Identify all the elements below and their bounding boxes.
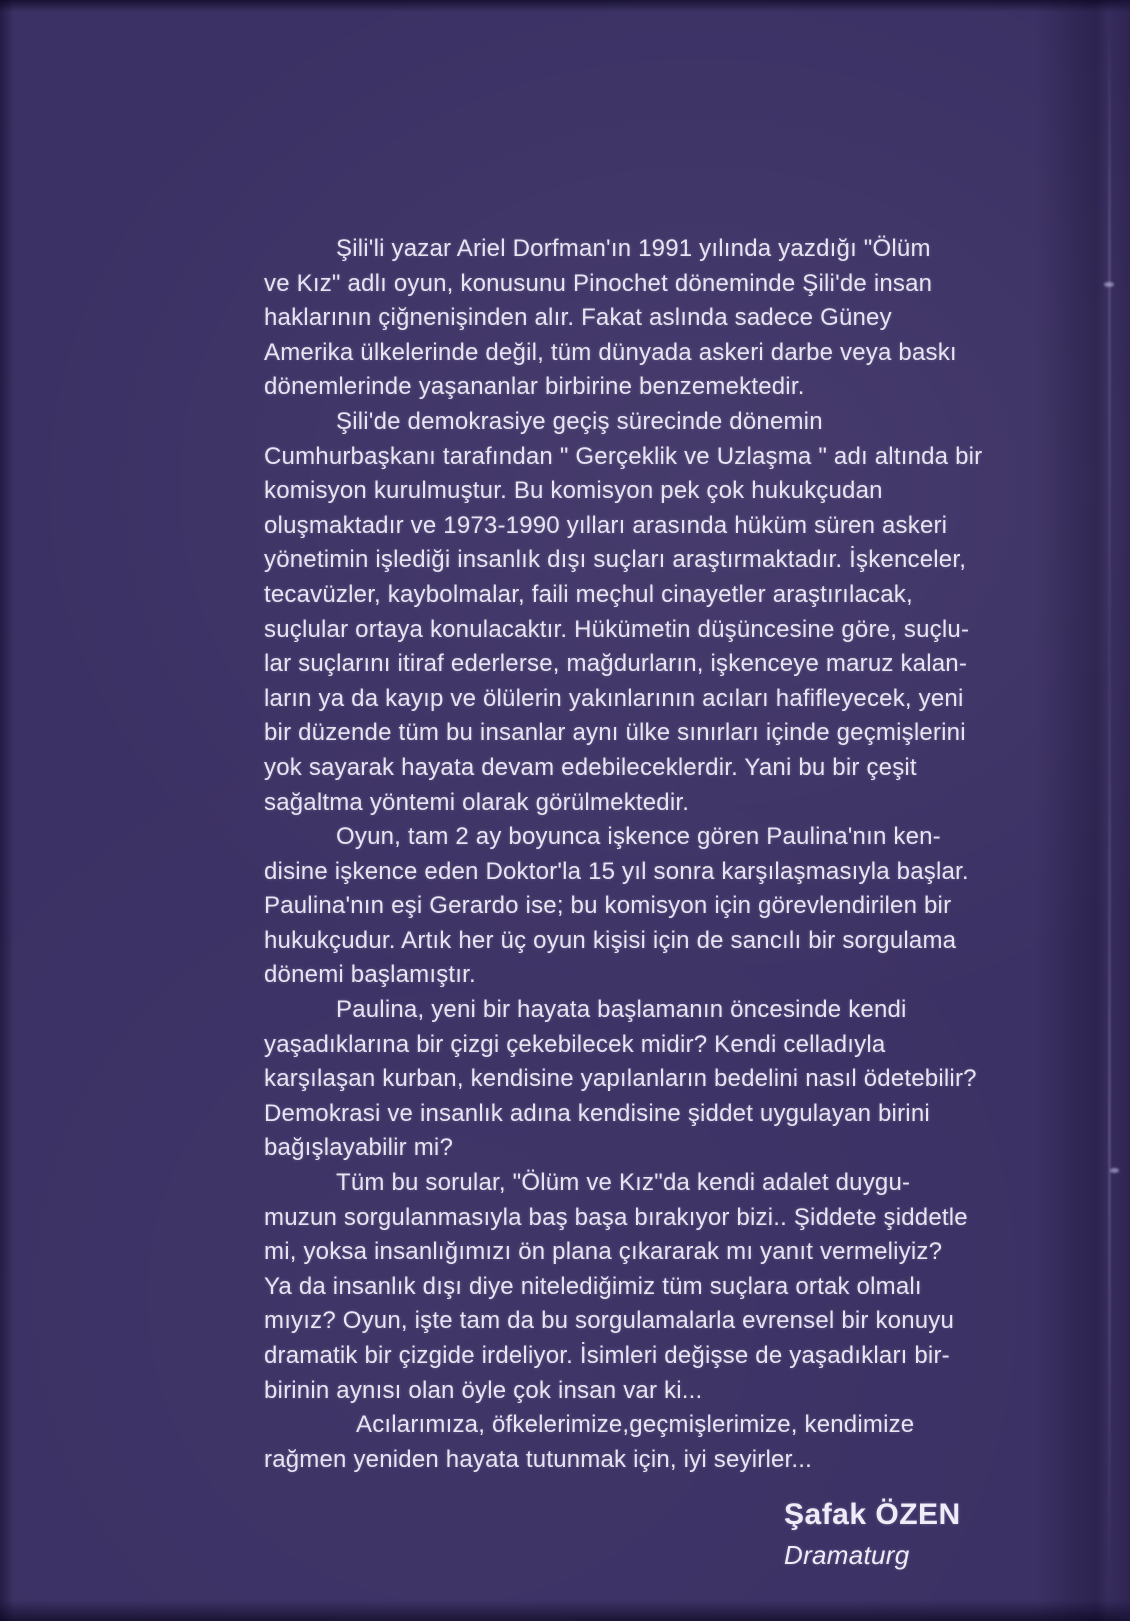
text-line: Paulina'nın eşi Gerardo ise; bu komisyon için görevlendirilen bir: [264, 892, 952, 920]
text-line: ve Kız" adlı oyun, konusunu Pinochet döneminde Şili'de insan: [264, 269, 933, 297]
body-text: [264, 232, 983, 1477]
text-line: Ya da insanlık dışı diye nitelediğimiz tüm suçlara ortak olmalı: [264, 1272, 922, 1300]
text-line: Şili'li yazar Ariel Dorfman'ın 1991 yılında yazdığı "Ölüm: [336, 235, 931, 262]
scan-artifact: [1110, 1168, 1119, 1173]
text-line: Oyun, tam 2 ay boyunca işkence gören Paulina'nın ken-: [336, 823, 941, 851]
text-line: tecavüzler, kaybolmalar, faili meçhul cinayetler araştırılacak,: [264, 580, 913, 608]
text-line: yok sayarak hayata devam edebileceklerdir. Yani bu bir çeşit: [264, 753, 917, 781]
text-line: suçlular ortaya konulacaktır. Hükümetin düşüncesine göre, suçlu-: [264, 615, 970, 643]
text-line: dönemi başlamıştır.: [264, 961, 476, 989]
text-line: Demokrasi ve insanlık adına kendisine şiddet uygulayan birini: [264, 1099, 930, 1127]
scan-artifact: [1104, 282, 1114, 287]
text-line: ların ya da kayıp ve ölülerin yakınlarının acıları hafifleyecek, yeni: [264, 684, 964, 712]
signature-block: [784, 1498, 961, 1571]
text-line: Şili'de demokrasiye geçiş sürecinde dönemin: [336, 407, 823, 435]
signature-role: Dramaturg: [784, 1540, 910, 1570]
text-line: muzun sorgulanmasıyla baş başa bırakıyor bizi.. Şiddete şiddetle: [264, 1203, 968, 1231]
text-line: komisyon kurulmuştur. Bu komisyon pek çok hukukçudan: [264, 477, 883, 505]
text-line: bir düzende tüm bu insanlar aynı ülke sınırları içinde geçmişlerini: [264, 719, 966, 747]
text-line: birinin aynısı olan öyle çok insan var ki...: [264, 1376, 703, 1404]
text-line: Tüm bu sorular, "Ölüm ve Kız"da kendi adalet duygu-: [336, 1169, 911, 1197]
text-line: haklarının çiğnenişinden alır. Fakat aslında sadece Güney: [264, 304, 892, 332]
text-line: lar suçlarını itiraf ederlerse, mağdurların, işkenceye maruz kalan-: [264, 650, 968, 678]
signature-name: Şafak ÖZEN: [784, 1498, 961, 1531]
text-line: karşılaşan kurban, kendisine yapılanların bedelini nasıl ödetebilir?: [264, 1065, 977, 1093]
text-line: mıyız? Oyun, işte tam da bu sorgulamalarla evrensel bir konuyu: [264, 1307, 955, 1335]
text-line: Paulina, yeni bir hayata başlamanın öncesinde kendi: [336, 996, 907, 1024]
text-line: yönetimin işlediği insanlık dışı suçları araştırmaktadır. İşkenceler,: [264, 546, 967, 574]
text-line: Acılarımıza, öfkelerimize,geçmişlerimize, kendimize: [356, 1411, 915, 1439]
text-line: sağaltma yöntemi olarak görülmektedir.: [264, 788, 690, 816]
text-line: yaşadıklarına bir çizgi çekebilecek midir? Kendi celladıyla: [264, 1030, 886, 1058]
text-line: oluşmaktadır ve 1973-1990 yılları arasında hüküm süren askeri: [264, 511, 948, 539]
text-line: dramatik bir çizgide irdeliyor. İsimleri değişse de yaşadıkları bir-: [264, 1342, 950, 1369]
text-line: dönemlerinde yaşananlar birbirine benzemektedir.: [264, 373, 805, 401]
text-line: bağışlayabilir mi?: [264, 1134, 454, 1162]
text-line: Amerika ülkelerinde değil, tüm dünyada askeri darbe veya baskı: [264, 338, 957, 366]
page-edge-highlight: [1108, 10, 1111, 1610]
text-line: hukukçudur. Artık her üç oyun kişisi için de sancılı bir sorgulama: [264, 926, 957, 954]
text-line: Cumhurbaşkanı tarafından " Gerçeklik ve Uzlaşma " adı altında bir: [264, 442, 983, 470]
text-line: disine işkence eden Doktor'la 15 yıl sonra karşılaşmasıyla başlar.: [264, 857, 969, 885]
text-line: mi, yoksa insanlığımızı ön plana çıkararak mı yanıt vermeliyiz?: [264, 1238, 943, 1266]
text-line: rağmen yeniden hayata tutunmak için, iyi seyirler...: [264, 1445, 812, 1473]
